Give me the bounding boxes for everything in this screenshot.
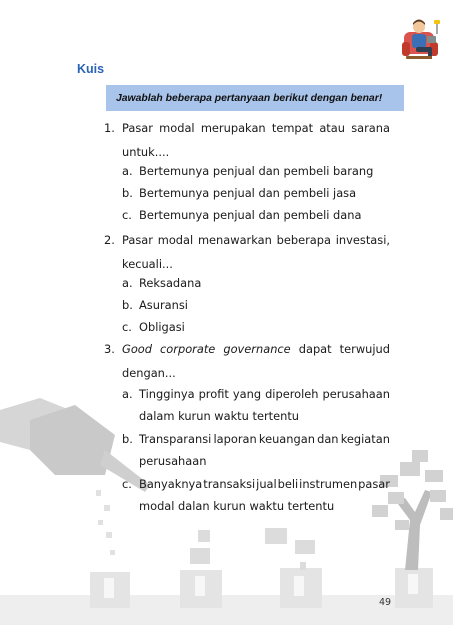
option-text-line1 (139, 432, 390, 446)
option-text: dalam kurun waktu tertentu (139, 409, 300, 423)
word: merupakan (200, 121, 266, 135)
word: Pasar (122, 121, 153, 135)
word: beberapa (276, 233, 331, 247)
word: keuangan (258, 432, 315, 446)
word: yang (232, 387, 262, 401)
option-text: Reksadana (139, 276, 202, 290)
question-number: 1. (104, 121, 115, 135)
option-text-line1 (139, 477, 390, 491)
option-letter: b. (122, 298, 133, 312)
option-letter: b. (122, 186, 133, 200)
word: transaksi (203, 477, 256, 491)
word: governance (223, 342, 291, 356)
word: investasi, (335, 233, 390, 247)
word: jual (256, 477, 277, 491)
word: beli (277, 477, 299, 491)
word: sarana (351, 121, 390, 135)
instruction-text: Jawablah beberapa pertanyaan berikut dengan benar! (116, 92, 383, 104)
word: profit (198, 387, 229, 401)
option-text: Bertemunya penjual dan pembeli jasa (139, 186, 357, 200)
option-text: Bertemunya penjual dan pembeli barang (139, 164, 374, 178)
option-letter: c. (122, 477, 132, 491)
option-letter: b. (122, 432, 133, 446)
option-letter: a. (122, 164, 133, 178)
option-text: perusahaan (139, 454, 207, 468)
question-text: kecuali... (122, 257, 173, 271)
word: terwujud (339, 342, 390, 356)
quiz-heading: Kuis (77, 62, 105, 76)
word: perusahaan (322, 387, 390, 401)
question-text-line1 (122, 233, 390, 247)
word: dapat (298, 342, 332, 356)
question-text-line1 (122, 121, 390, 135)
money-tree-illustration (372, 450, 453, 570)
word: dan (317, 432, 339, 446)
option-letter: c. (122, 208, 132, 222)
option-letter: a. (122, 387, 133, 401)
word: Transparansi (139, 432, 212, 446)
option-text: modal dalan kurun waktu tertentu (139, 499, 335, 513)
word: kegiatan (340, 432, 390, 446)
instruction-banner (106, 85, 404, 111)
word: laporan (213, 432, 257, 446)
question-text-line1 (122, 342, 390, 356)
question-number: 3. (104, 342, 115, 356)
word: modal (159, 121, 195, 135)
word: Banyaknya (139, 477, 203, 491)
option-text: Bertemunya penjual dan pembeli dana (139, 208, 362, 222)
word: atau (319, 121, 345, 135)
option-text: Obligasi (139, 320, 185, 334)
option-letter: c. (122, 320, 132, 334)
word: corporate (160, 342, 216, 356)
word: pasar (358, 477, 390, 491)
question-text: dengan... (122, 366, 176, 380)
word: diperoleh (265, 387, 319, 401)
word: tempat (271, 121, 314, 135)
word: Good (122, 342, 152, 356)
person-in-chair-mascot-icon (398, 12, 444, 62)
option-letter: a. (122, 276, 133, 290)
word: Pasar (122, 233, 153, 247)
page-number: 49 (379, 597, 392, 608)
word: menawarkan (197, 233, 272, 247)
word: modal (157, 233, 194, 247)
question-number: 2. (104, 233, 115, 247)
question-text: untuk.... (122, 145, 170, 159)
word: instrumen (299, 477, 358, 491)
word: Tingginya (139, 387, 195, 401)
option-text: Asuransi (139, 298, 188, 312)
option-text-line1 (139, 387, 390, 401)
